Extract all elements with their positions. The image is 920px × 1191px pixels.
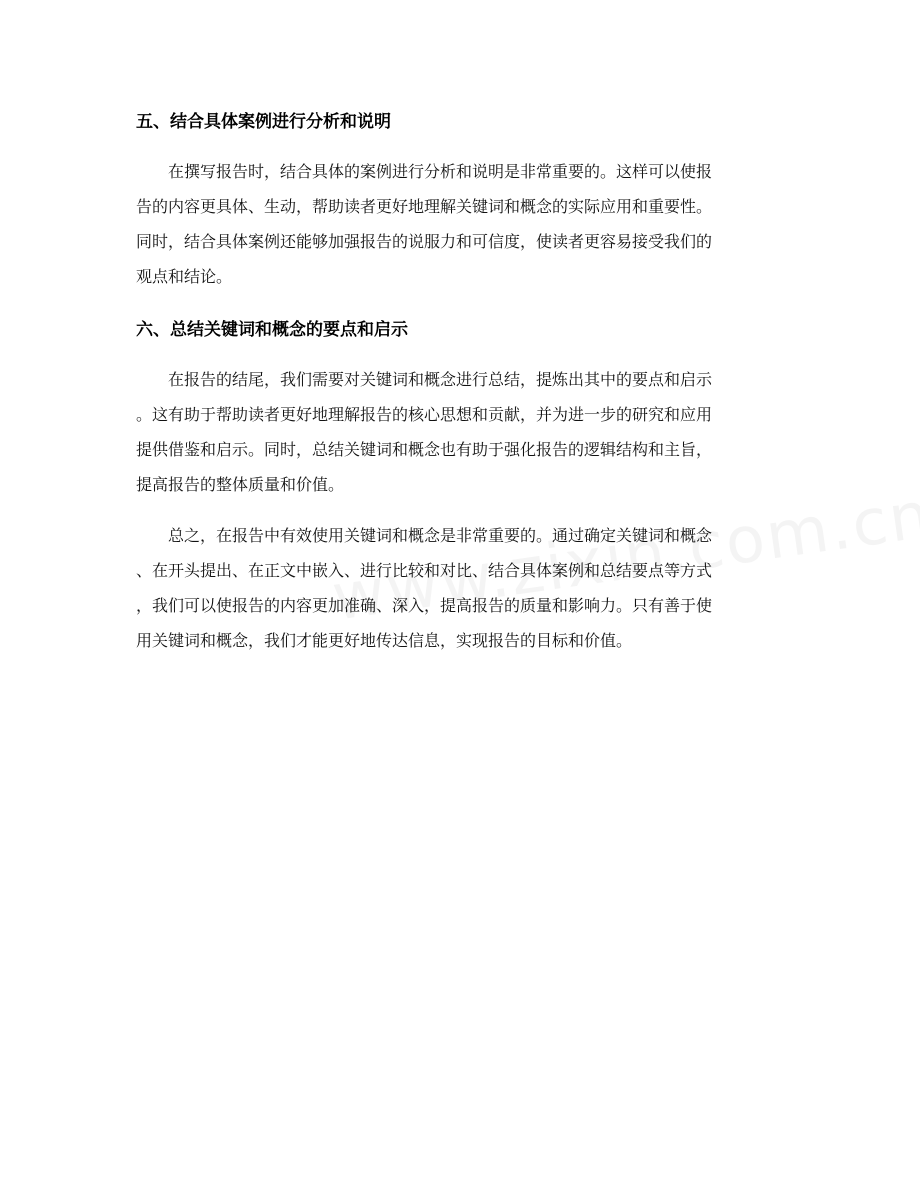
paragraph-line: 在报告的结尾，我们需要对关键词和概念进行总结，提炼出其中的要点和启示	[136, 370, 713, 389]
section-5-paragraph	[136, 154, 784, 294]
paragraph-line: 在撰写报告时，结合具体的案例进行分析和说明是非常重要的。这样可以使报	[136, 162, 713, 181]
paragraph-line: 提供借鉴和启示。同时，总结关键词和概念也有助于强化报告的逻辑结构和主旨，	[136, 440, 713, 459]
paragraph-line: 告的内容更具体、生动，帮助读者更好地理解关键词和概念的实际应用和重要性。	[136, 197, 713, 216]
conclusion-paragraph	[136, 518, 784, 658]
paragraph-line: ，我们可以使报告的内容更加准确、深入，提高报告的质量和影响力。只有善于使	[136, 596, 713, 615]
paragraph-line: 、在开头提出、在正文中嵌入、进行比较和对比、结合具体案例和总结要点等方式	[136, 561, 713, 580]
paragraph-line: 总之，在报告中有效使用关键词和概念是非常重要的。通过确定关键词和概念	[136, 526, 713, 545]
paragraph-line: 提高报告的整体质量和价值。	[136, 475, 345, 494]
section-6-heading: 六、总结关键词和概念的要点和启示	[136, 320, 408, 340]
section-5-heading: 五、结合具体案例进行分析和说明	[136, 112, 391, 132]
paragraph-line: 。这有助于帮助读者更好地理解报告的核心思想和贡献，并为进一步的研究和应用	[136, 405, 713, 424]
section-6-paragraph	[136, 362, 784, 502]
paragraph-line: 用关键词和概念，我们才能更好地传达信息，实现报告的目标和价值。	[136, 631, 633, 650]
paragraph-line: 同时，结合具体案例还能够加强报告的说服力和可信度，使读者更容易接受我们的	[136, 232, 713, 251]
paragraph-line: 观点和结论。	[136, 267, 233, 286]
